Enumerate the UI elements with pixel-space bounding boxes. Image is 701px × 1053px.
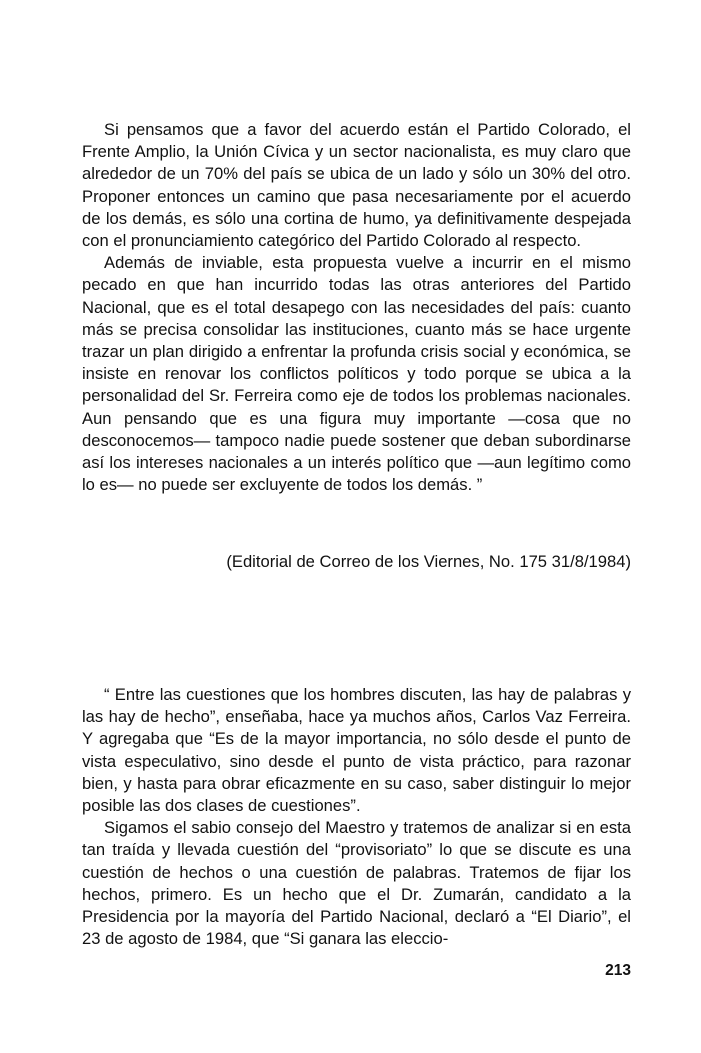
- body-text: [82, 684, 631, 950]
- paragraph: “ Entre las cuestiones que los hombres discuten, las hay de palabras y las hay de hecho”, enseñaba, hace ya muchos años, Carlos Vaz Ferreira. Y agregaba que “Es de la mayor importancia, no sólo desde el punto de vista especulativo, sino desde el punto de vista práctico, para razonar bien, y hasta para obrar eficazmente en su caso, saber distinguir lo mejor posible las dos clases de cuestiones”.: [82, 685, 631, 816]
- quoted-editorial-text: [82, 119, 631, 496]
- paragraph: Además de inviable, esta propuesta vuelve a incurrir en el mismo pecado en que han incurrido todas las otras anteriores del Partido Nacional, que es el total desapego con las necesidades del país: cuanto más se precisa consolidar las instituciones, cuanto más se hace urgente trazar un plan dirigido a enfrentar la profunda crisis social y económica, se insiste en renovar los conflictos políticos y todo porque se ubica a la personalidad del Sr. Ferreira como eje de todos los problemas nacionales. Aun pensando que es una figura muy importante —cosa que no desconocemos— tampoco nadie puede sostener que deban subordinarse así los intereses nacionales a un interés político que —aun legítimo como lo es— no puede ser excluyente de todos los demás. ”: [82, 253, 631, 495]
- citation: (Editorial de Correo de los Viernes, No. 175 31/8/1984): [226, 552, 631, 571]
- page-number: 213: [605, 962, 631, 979]
- paragraph: Sigamos el sabio consejo del Maestro y tratemos de analizar si en esta tan traída y llevada cuestión del “provisoriato” lo que se discute es una cuestión de hechos o una cuestión de palabras. Tratemos de fijar los hechos, primero. Es un hecho que el Dr. Zumarán, candidato a la Presidencia por la mayoría del Partido Nacional, declaró a “El Diario”, el 23 de agosto de 1984, que “Si ganara las eleccio-: [82, 818, 631, 949]
- paragraph: Si pensamos que a favor del acuerdo están el Partido Colorado, el Frente Amplio, la Unión Cívica y un sector nacionalista, es muy claro que alrededor de un 70% del país se ubica de un lado y sólo un 30% del otro. Proponer entonces un camino que pasa necesariamente por el acuerdo de los demás, es sólo una cortina de humo, ya definitivamente despejada con el pronunciamiento categórico del Partido Colorado al respecto.: [82, 120, 631, 251]
